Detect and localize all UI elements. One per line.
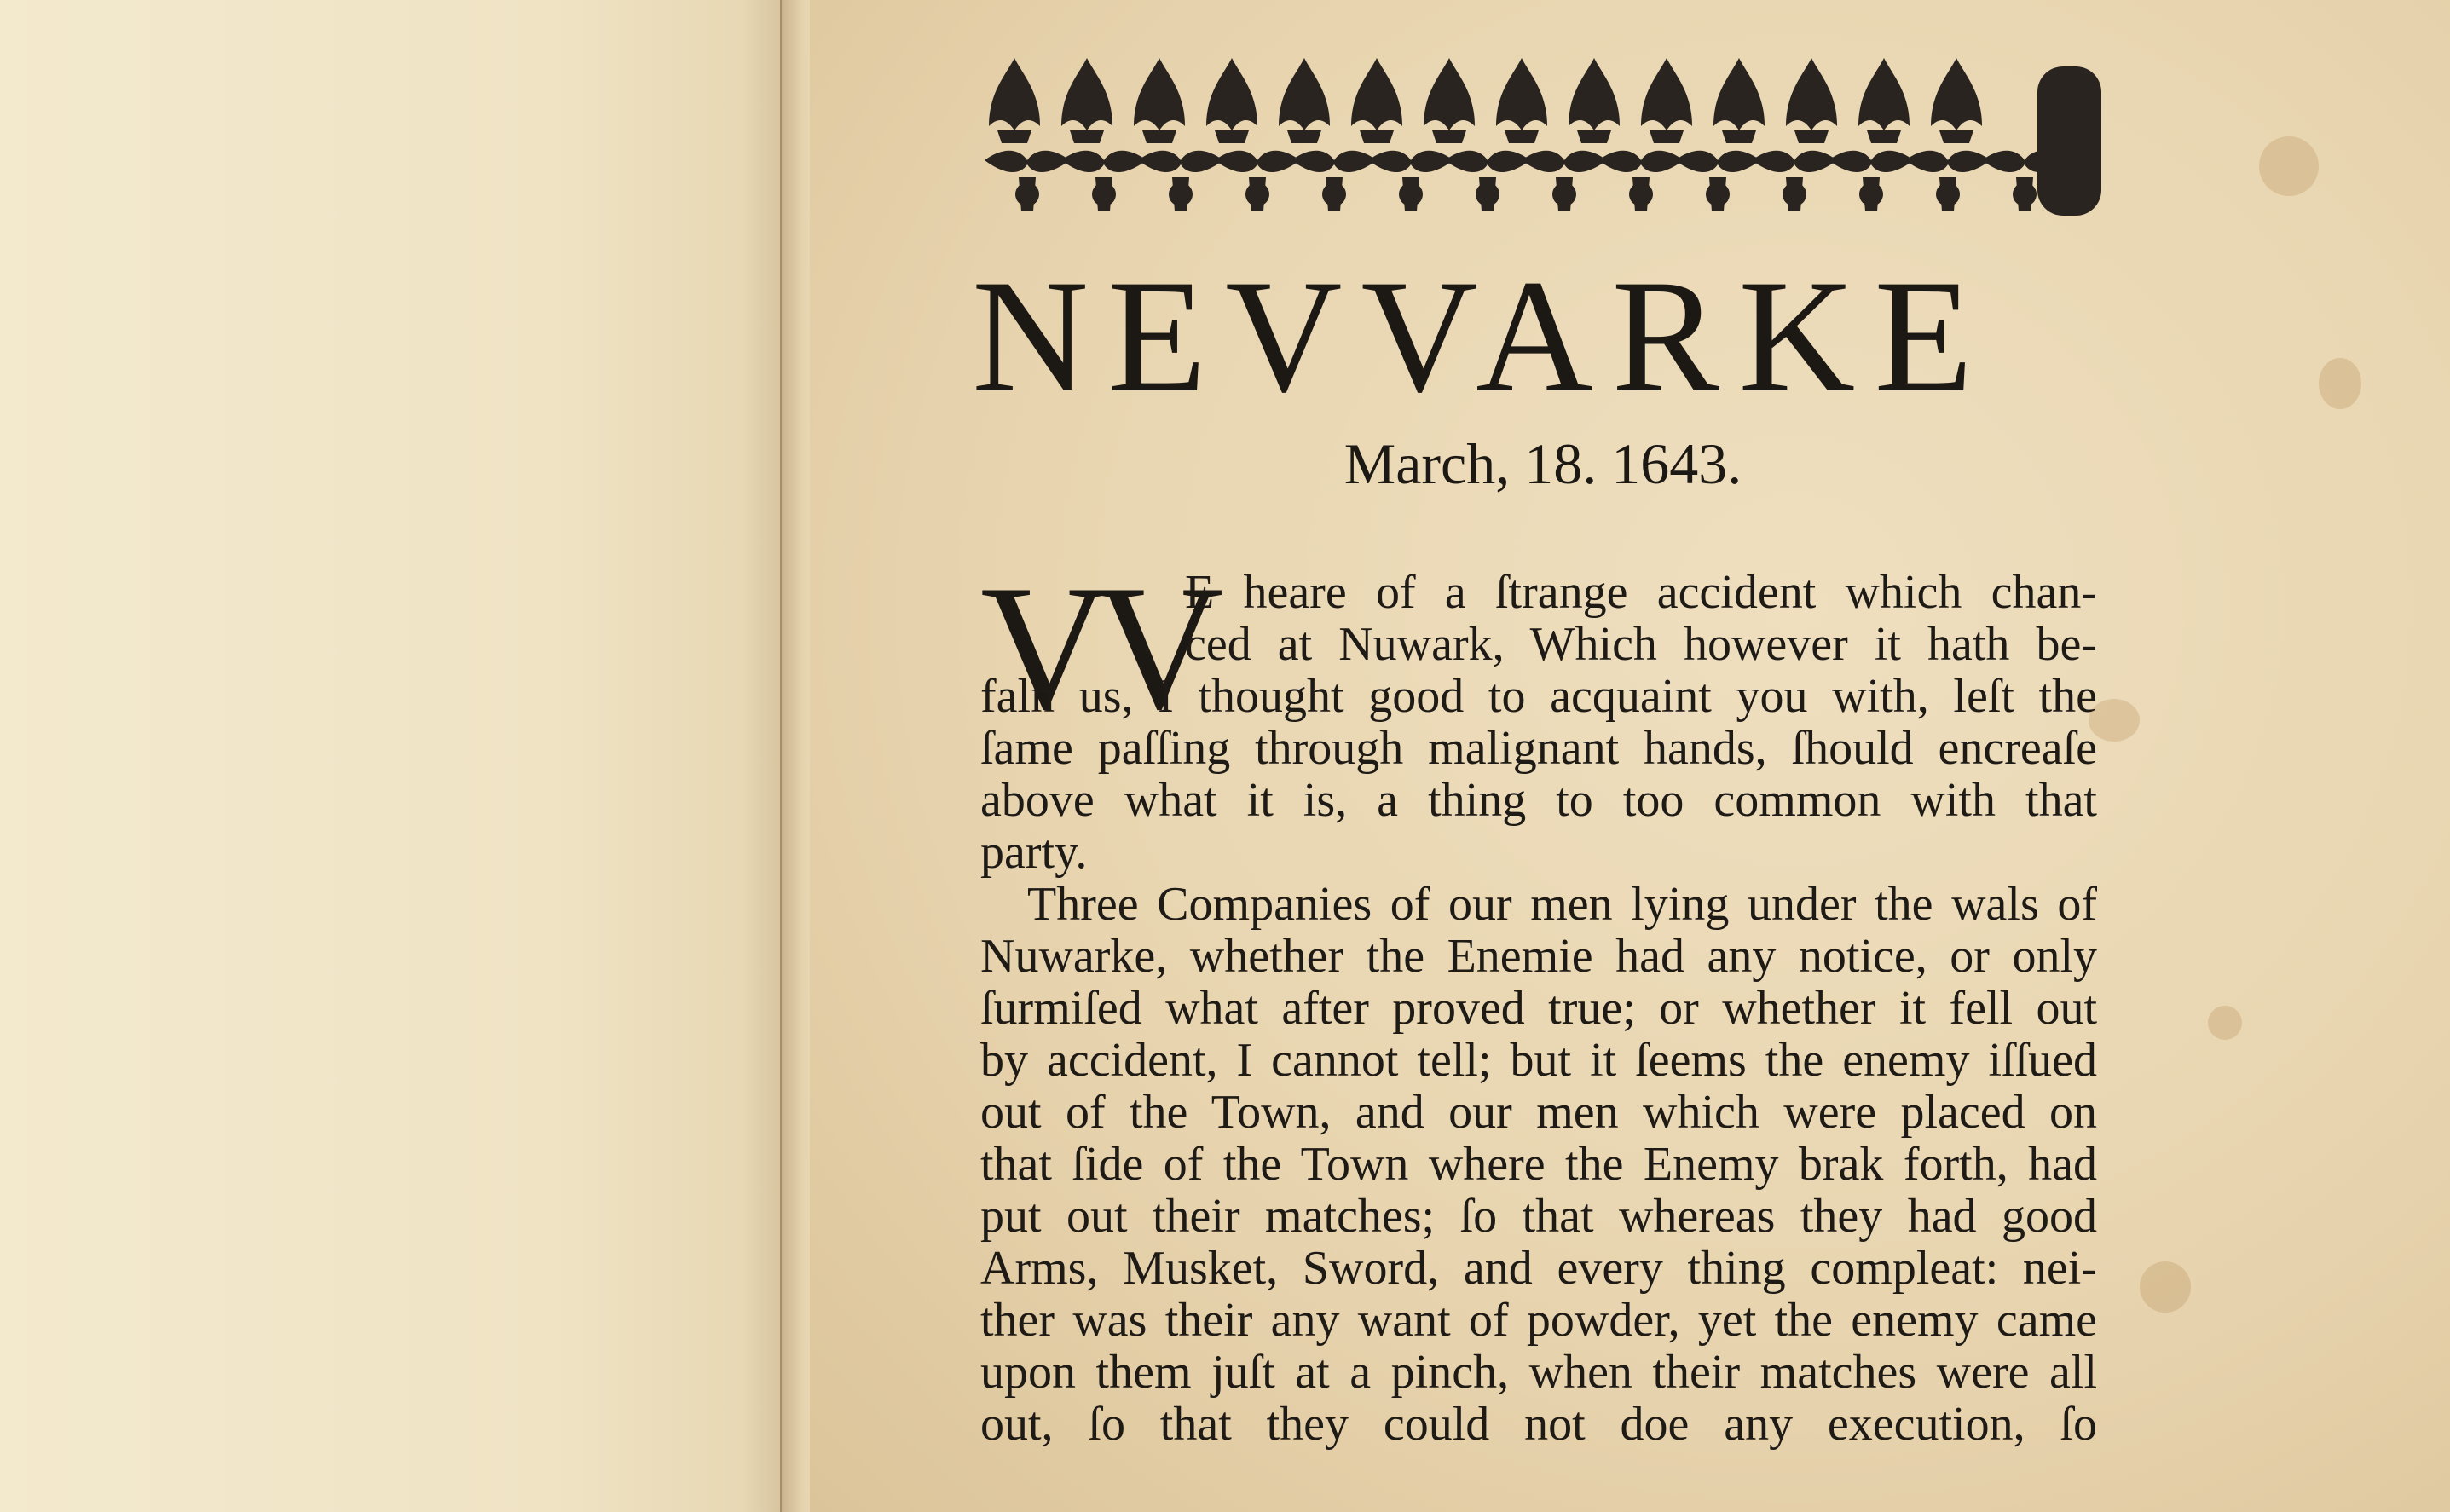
text-line: Arms, Musket, Sword, and every thing compleat: nei- [980,1243,2097,1295]
text-line: Nuwarke, whether the Enemie had any notice, or only [980,931,2097,983]
text-line: Three Companies of our men lying under the wals of [1027,879,2097,931]
text-line: out of the Town, and our men which were placed on [980,1087,2097,1139]
text-line: above what it is, a thing to too common with that [980,775,2097,827]
decorative-header-ornament [980,49,2106,220]
text-line: ced at Nuwark, Which however it hath be- [1185,619,2097,671]
text-line: upon them juſt at a pinch, when their matches were all [980,1347,2097,1399]
drop-cap: VV [980,549,1209,747]
text-line: that ſide of the Town where the Enemy brak forth, had [980,1139,2097,1191]
page-title: NEVVARKE [972,247,1992,426]
text-line: E heare of a ſtrange accident which chan- [1185,567,2097,619]
text-line: ſame paſſing through malignant hands, ſhould encreaſe [980,723,2097,775]
text-line: party. [980,827,1088,879]
left-blank-page [0,0,793,1512]
text-line: out, ſo that they could not doe any execution, ſo [980,1399,2097,1451]
body-text [980,567,2097,1451]
text-line: by accident, I cannot tell; but it ſeems the enemy iſſued [980,1035,2097,1087]
text-line: ſurmiſed what after proved true; or whether it fell out [980,983,2097,1035]
date-line: March, 18. 1643. [1343,431,1742,496]
text-line: faln us, I thought good to acquaint you with, leſt the [980,671,2097,723]
text-line: put out their matches; ſo that whereas they had good [980,1191,2097,1243]
text-line: ther was their any want of powder, yet the enemy came [980,1295,2097,1347]
